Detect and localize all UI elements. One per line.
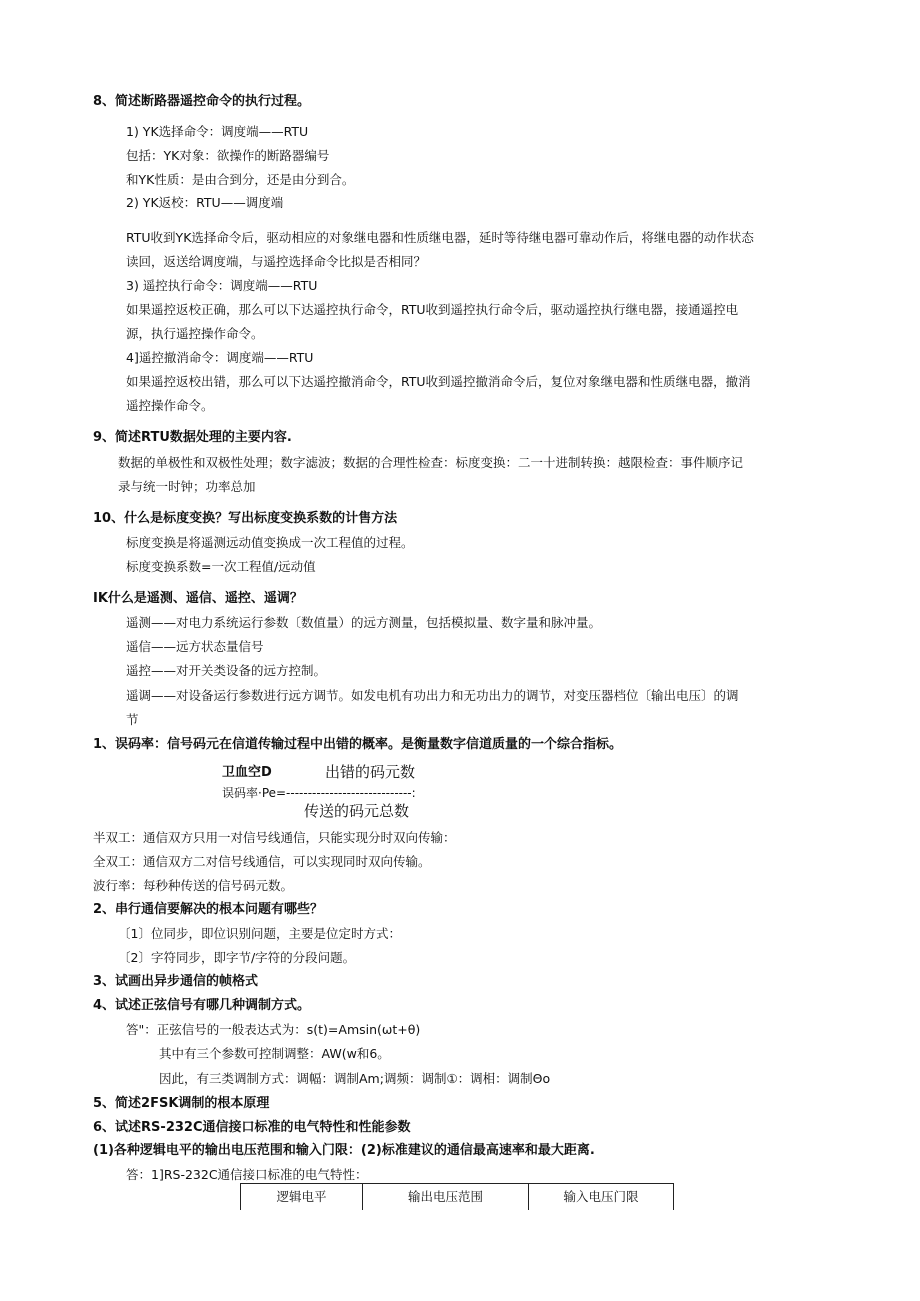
text-line: 波行率：每秒种传送的信号码元数。 [93,878,294,893]
formula-denominator: 传送的码元总数 [304,802,410,820]
question-5-heading: 5、简述2FSK调制的根本原理 [93,1096,270,1111]
text-line: 遥调——对设备运行参数进行远方调节。如发电机有功出力和无功出力的调节，对变压器档位〔输出电压〕的调 [126,688,739,703]
text-line: 和YK性质：是由合到分，还是由分到合。 [126,172,355,187]
question-9-heading: 9、简述RTU数据处理的主要内容. [93,430,292,445]
text-line: 遥信——远方状态量信号 [126,639,264,654]
text-line: 遥控——对开关类设备的远方控制。 [126,663,327,678]
text-line: 标度变换系数=一次工程值/远动值 [126,559,316,574]
formula-numerator: 出错的码元数 [325,763,416,781]
bit-error-rate-heading: 1、误码率：信号码元在信道传输过程中出错的概率。是衡量数字信道质量的一个综合指标。 [93,737,623,752]
text-line: 如果遥控返校正确，那么可以下达遥控执行命令，RTU收到遥控执行命令后，驱动遥控执行继电器，接通遥控电 [126,302,739,317]
text-line: 遥控操作命令。 [126,398,214,413]
text-line: 如果遥控返校出错，那么可以下达遥控撤消命令，RTU收到遥控撤消命令后，复位对象继电器和性质继电器，撤消 [126,374,751,389]
question-6-heading: 6、试述RS-232C通信接口标准的电气特性和性能参数 [93,1120,411,1135]
text-line: 源，执行遥控操作命令。 [126,326,264,341]
table-header-cell: 输入电压门限 [563,1189,639,1204]
question-10-heading: 10、什么是标度变换？写出标度变换系数的计售方法 [93,511,398,526]
text-line: RTU收到YK选择命令后，驱动相应的对象继电器和性质继电器，延时等待继电器可靠动作后，将继电器的动作状态 [126,230,754,245]
question-3-heading: 3、试画出异步通信的帧格式 [93,974,259,989]
text-line: 〔1〕位同步，即位识别问题，主要是位定时方式： [118,926,401,941]
text-line: 4]遥控撤消命令：调度端——RTU [126,350,314,365]
text-line: 录与统一时钟；功率总加 [118,479,256,494]
question-4-heading: 4、试述正弦信号有哪几种调制方式。 [93,998,311,1013]
text-line: 其中有三个参数可控制调整：AW(w和6。 [159,1046,390,1061]
question-8-heading: 8、简述断路器遥控命令的执行过程。 [93,94,311,109]
text-line: 遥测——对电力系统运行参数〔数值量）的远方测量，包括模拟量、数字量和脉冲量。 [126,615,602,630]
question-11-heading: IK什么是遥测、遥信、遥控、遥调？ [93,591,303,606]
serial-question-heading: 2、串行通信要解决的根本问题有哪些？ [93,902,324,917]
formula-label: 卫血空D [222,765,272,780]
table-header-cell: 输出电压范围 [407,1189,483,1204]
text-line: 半双工：通信双方只用一对信号线通信，只能实现分时双向传输： [93,830,456,845]
text-line: 3) 遥控执行命令：调度端——RTU [126,278,318,293]
electrical-table [240,1183,674,1210]
text-line: 答：1]RS-232C通信接口标准的电气特性： [126,1167,368,1182]
formula-lhs: 误码率·Pe=-----------------------------: [222,786,416,800]
text-line: 读回，返送给调度端，与遥控选择命令比拟是否相同？ [126,254,427,269]
table-header-cell: 逻辑电平 [276,1189,327,1204]
text-line: 答"：正弦信号的一般表达式为：s(t)=Amsin(ωt+θ) [126,1022,421,1037]
text-line: 因此，有三类调制方式：调幅：调制Am;调频：调制①：调相：调制Θo [159,1071,551,1086]
text-line: 数据的单极性和双极性处理；数字滤波；数据的合理性检查：标度变换：二一十进制转换：越限检查：事件顺序记 [118,455,744,470]
text-line: 节 [126,712,139,727]
text-line: 2) YK返校：RTU——调度端 [126,195,284,210]
text-line: 1) YK选择命令：调度端——RTU [126,124,309,139]
text-line: 全双工：通信双方二对信号线通信，可以实现同时双向传输。 [93,854,431,869]
question-6-subheading: (1)各种逻辑电平的输出电压范围和输入门限：(2)标准建议的通信最高速率和最大距离. [93,1143,595,1158]
text-line: 包括：YK对象：欲操作的断路器编号 [126,148,330,163]
text-line: 〔2〕字符同步，即字节/字符的分段问题。 [118,950,356,965]
text-line: 标度变换是将遥测远动值变换成一次工程值的过程。 [126,535,414,550]
